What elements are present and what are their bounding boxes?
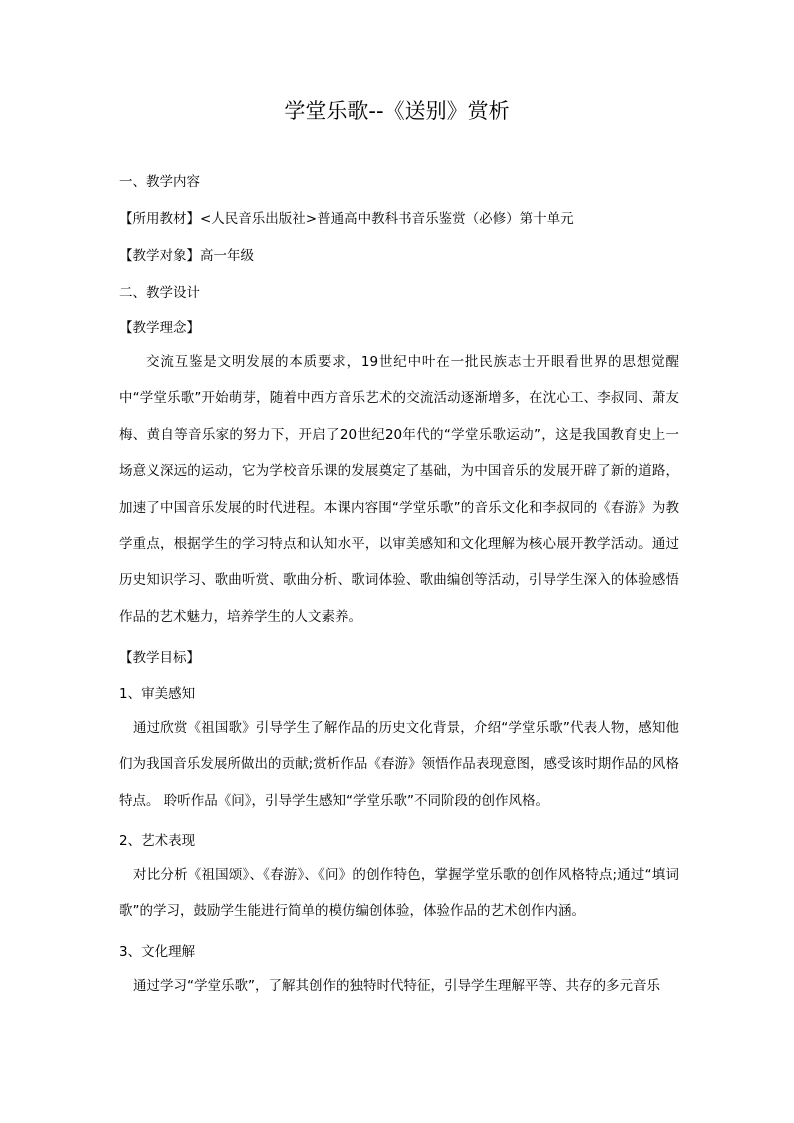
- concept-heading: 【教学理念】: [119, 320, 200, 336]
- concept-paragraph: 交流互鉴是文明发展的本质要求，19世纪中叶在一批民族志士开眼看世界的思想觉醒中“学堂乐歌”开始萌芽，随着中西方音乐艺术的交流活动逐渐增多，在沈心工、李叔同、萧友梅、黄自等音乐家的努力下，开启了20世纪20年代的“学堂乐歌运动”，这是我国教育史上一场意义深远的运动，它为学校音乐课的发展奠定了基础，为中国音乐的发展开辟了新的道路，加速了中国音乐发展的时代进程。本课内容围“学堂乐歌”的音乐文化和李叔同的《春游》为教学重点，根据学生的学习特点和认知水平，以审美感知和文化理解为核心展开教学活动。通过历史知识学习、歌曲听赏、歌曲分析、歌词体验、歌曲编创等活动，引导学生深入的体验感悟作品的艺术魅力，培养学生的人文素养。: [119, 354, 679, 625]
- target-line: 【教学对象】高一年级: [119, 248, 254, 264]
- page-title: 学堂乐歌--《送别》赏析: [284, 99, 510, 123]
- goal1-heading: 1、审美感知: [119, 686, 196, 702]
- section-heading-design: 二、教学设计: [119, 285, 200, 301]
- section-heading-content: 一、教学内容: [119, 174, 200, 190]
- goal2-heading: 2、艺术表现: [119, 833, 196, 849]
- textbook-line: 【所用教材】<人民音乐出版社>普通高中教科书音乐鉴赏（必修）第十单元: [119, 211, 574, 227]
- goal3-paragraph: 通过学习“学堂乐歌”，了解其创作的独特时代特征，引导学生理解平等、共存的多元音乐: [133, 978, 660, 994]
- goals-heading: 【教学目标】: [119, 650, 200, 666]
- goal3-heading: 3、文化理解: [119, 944, 196, 960]
- goal2-paragraph: 对比分析《祖国颂》、《春游》、《问》的创作特色，掌握学堂乐歌的创作风格特点;通过“填词歌”的学习，鼓励学生能进行简单的模仿编创体验，体验作品的艺术创作内涵。: [119, 867, 679, 920]
- goal1-paragraph: 通过欣赏《祖国歌》引导学生了解作品的历史文化背景，介绍“学堂乐歌”代表人物，感知他们为我国音乐发展所做出的贡献;赏析作品《春游》领悟作品表现意图，感受该时期作品的风格特点。 聆听作品《问》，引导学生感知“学堂乐歌”不同阶段的创作风格。: [119, 720, 679, 809]
